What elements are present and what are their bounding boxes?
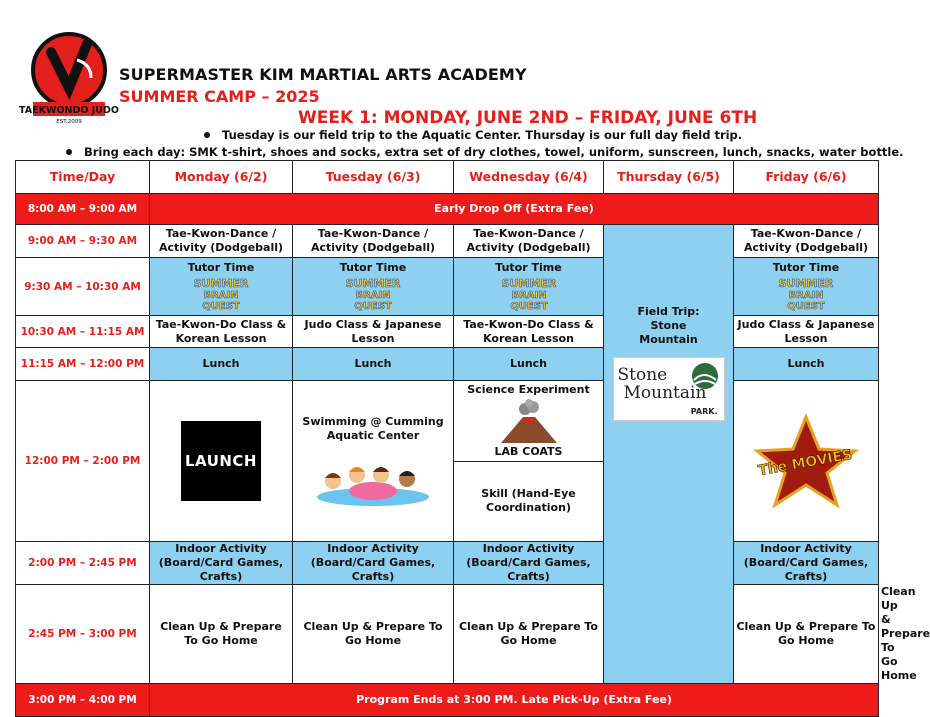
mon-tutor	[150, 258, 293, 316]
tue-tkd-dance: Tae-Kwon-Dance / Activity (Dodgeball)	[293, 225, 454, 258]
col-header-monday: Monday (6/2)	[150, 161, 293, 194]
row-early-dropoff	[16, 194, 879, 225]
field-trip-label: Field Trip: Stone Mountain	[637, 305, 700, 346]
row-0930	[16, 258, 879, 316]
brain-quest-line3: QUEST	[787, 301, 825, 312]
mon-lunch: Lunch	[150, 348, 293, 381]
time-cell: 12:00 PM – 2:00 PM	[16, 381, 150, 542]
col-header-time: Time/Day	[16, 161, 150, 194]
tutor-label: Tutor Time	[187, 261, 255, 274]
mountain-text: Mountain	[623, 383, 707, 403]
stone-text: Stone	[617, 365, 668, 385]
wed-tutor	[454, 258, 604, 316]
brain-quest-icon	[499, 276, 559, 312]
early-dropoff-cell: Early Drop Off (Extra Fee)	[150, 194, 879, 225]
bullet-text: Tuesday is our field trip to the Aquatic Center. Thursday is our full day field trip.	[222, 128, 743, 142]
row-program-end	[16, 684, 879, 717]
wed-cleanup: Clean Up & Prepare To Go Home	[454, 585, 604, 684]
fri-lunch: Lunch	[734, 348, 879, 381]
bullet-bring	[66, 145, 904, 159]
brain-quest-icon	[776, 276, 836, 312]
row-0900	[16, 225, 879, 258]
brain-quest-line2: BRAIN	[510, 290, 547, 301]
brain-quest-line3: QUEST	[509, 301, 548, 312]
wed-indoor: Indoor Activity (Board/Card Games, Crafts)	[454, 542, 604, 585]
row-1200	[16, 381, 879, 542]
tutor-label: Tutor Time	[339, 261, 407, 274]
tue-tutor	[293, 258, 454, 316]
brain-quest-line2: BRAIN	[355, 290, 391, 301]
bullet-dot	[66, 149, 72, 155]
academy-logo	[19, 30, 119, 126]
header-row	[16, 161, 879, 194]
col-header-wednesday: Wednesday (6/4)	[454, 161, 604, 194]
camp-title: SUMMER CAMP – 2025	[119, 87, 320, 106]
thu-field-trip	[604, 225, 734, 684]
fri-movies	[734, 381, 879, 542]
skill-row	[454, 461, 603, 541]
swimming-kids-icon	[313, 451, 433, 507]
time-cell: 2:45 PM – 3:00 PM	[16, 585, 150, 684]
col-header-thursday: Thursday (6/5)	[604, 161, 734, 194]
brain-quest-line2: BRAIN	[788, 290, 824, 301]
row-1400	[16, 542, 879, 585]
time-cell: 9:00 AM – 9:30 AM	[16, 225, 150, 258]
row-1445: 2:45 PM – 3:00 PM Clean Up & Prepare To Go Home Clean Up & Prepare To Go Home Clean Up & Prepare To Go Home Clean Up & Prepare To Go Home Clean Up & Prepare To Go Home	[16, 585, 879, 684]
mon-launch	[150, 381, 293, 542]
row-1030	[16, 316, 879, 348]
brain-quest-icon	[191, 276, 251, 312]
brain-quest-line1: SUMMER	[193, 277, 249, 290]
brain-quest-line1: SUMMER	[501, 277, 556, 290]
tutor-label: Tutor Time	[495, 261, 562, 274]
wed-tkd-korean: Tae-Kwon-Do Class & Korean Lesson	[454, 316, 604, 348]
lab-coats-label: LAB COATS	[494, 445, 563, 458]
mon-cleanup: Clean Up & Prepare To Go Home	[150, 585, 293, 684]
wed-tkd-dance: Tae-Kwon-Dance / Activity (Dodgeball)	[454, 225, 604, 258]
fri-tkd-dance: Tae-Kwon-Dance / Activity (Dodgeball)	[734, 225, 879, 258]
fri-indoor: Indoor Activity (Board/Card Games, Crafts)	[734, 542, 879, 585]
bullet-field-trip	[204, 128, 742, 142]
launch-logo	[181, 421, 261, 501]
brain-quest-line3: QUEST	[202, 301, 240, 312]
science-row	[454, 381, 603, 461]
brain-quest-line2: BRAIN	[203, 290, 239, 301]
launch-text: LAUNCH	[184, 452, 257, 470]
wed-skill: Skill (Hand-Eye Coordination)	[481, 487, 576, 515]
swimming-label: Swimming @ Cumming Aquatic Center	[302, 415, 444, 442]
col-header-friday: Friday (6/6)	[734, 161, 879, 194]
logo-text: TAEKWONDO JUDO	[19, 105, 119, 116]
time-cell: 11:15 AM – 12:00 PM	[16, 348, 150, 381]
time-cell: 3:00 PM – 4:00 PM	[16, 684, 150, 717]
tutor-label: Tutor Time	[772, 261, 840, 274]
time-cell: 8:00 AM – 9:00 AM	[16, 194, 150, 225]
mon-tkd-dance: Tae-Kwon-Dance / Activity (Dodgeball)	[150, 225, 293, 258]
science-label: Science Experiment	[467, 383, 590, 396]
fri-judo-japanese: Judo Class & Japanese Lesson	[734, 316, 879, 348]
tue-lunch: Lunch	[293, 348, 454, 381]
program-end-cell: Program Ends at 3:00 PM. Late Pick-Up (Extra Fee)	[150, 684, 879, 717]
movies-text: The MOVIES	[757, 446, 854, 480]
col-header-tuesday: Tuesday (6/3)	[293, 161, 454, 194]
wed-split	[454, 381, 603, 541]
week-title: WEEK 1: MONDAY, JUNE 2ND – FRIDAY, JUNE 6TH	[298, 108, 758, 128]
time-cell: 10:30 AM – 11:15 AM	[16, 316, 150, 348]
wed-lunch: Lunch	[454, 348, 604, 381]
stone-mountain-logo	[613, 357, 725, 421]
bullet-dot	[204, 132, 210, 138]
mon-indoor: Indoor Activity (Board/Card Games, Crafts)	[150, 542, 293, 585]
row-1115	[16, 348, 879, 381]
mon-tkd-korean: Tae-Kwon-Do Class & Korean Lesson	[150, 316, 293, 348]
brain-quest-line1: SUMMER	[345, 277, 401, 290]
time-cell: 2:00 PM – 2:45 PM	[16, 542, 150, 585]
tue-judo-japanese: Judo Class & Japanese Lesson	[293, 316, 454, 348]
brain-quest-line3: QUEST	[354, 301, 392, 312]
fri-tutor	[734, 258, 879, 316]
academy-title: SUPERMASTER KIM MARTIAL ARTS ACADEMY	[119, 65, 527, 84]
brain-quest-icon	[343, 276, 403, 312]
wed-science	[454, 381, 603, 461]
volcano-icon	[497, 399, 561, 445]
movies-star-icon	[753, 415, 859, 507]
park-text: PARK.	[690, 407, 718, 416]
tue-indoor: Indoor Activity (Board/Card Games, Crafts)	[293, 542, 454, 585]
logo-est: EST.2009	[56, 119, 82, 125]
tue-cleanup: Clean Up & Prepare To Go Home	[293, 585, 454, 684]
tue-swimming	[293, 381, 454, 542]
brain-quest-line1: SUMMER	[778, 277, 834, 290]
wed-science-skill	[454, 381, 604, 542]
time-cell: 9:30 AM – 10:30 AM	[16, 258, 150, 316]
schedule-table	[15, 160, 930, 717]
thu-cleanup: Clean Up & Prepare To Go Home	[734, 585, 879, 684]
bullet-text: Bring each day: SMK t-shirt, shoes and socks, extra set of dry clothes, towel, uniform, sunscreen, lunch, snacks, water bottle.	[84, 145, 904, 159]
